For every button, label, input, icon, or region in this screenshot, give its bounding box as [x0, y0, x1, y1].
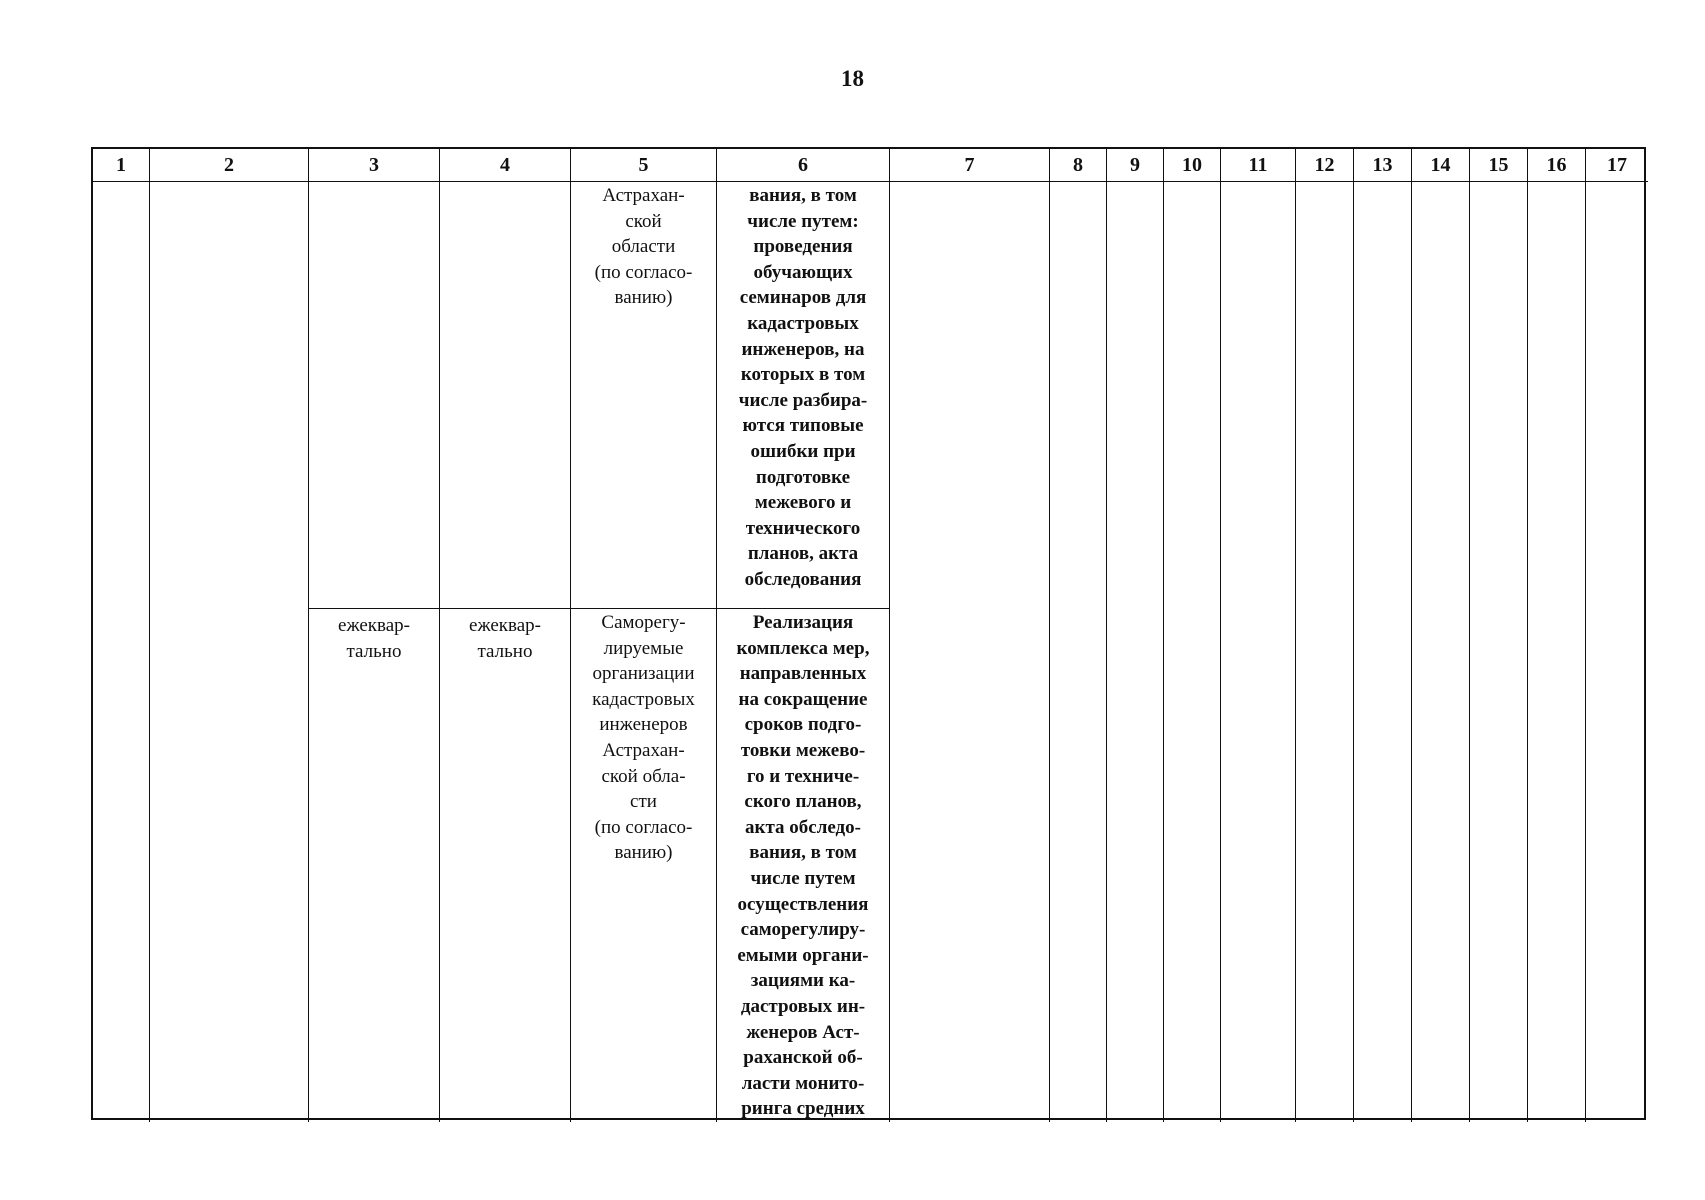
row1-col3-cell	[309, 182, 440, 609]
cell-col-1	[93, 182, 150, 1122]
row1-executor-cell: Астрахан- ской области (по согласо- ванию)	[571, 182, 717, 609]
cell-col-8	[1050, 182, 1107, 1122]
cell-col-14	[1412, 182, 1470, 1122]
cell-col-2	[150, 182, 309, 1122]
cell-col-16	[1528, 182, 1586, 1122]
cell-col-15	[1470, 182, 1528, 1122]
cell-col-13	[1354, 182, 1412, 1122]
plan-table	[91, 147, 1646, 1120]
column-header-15: 15	[1470, 149, 1528, 182]
column-header-11: 11	[1221, 149, 1296, 182]
column-header-7: 7	[890, 149, 1050, 182]
column-header-1: 1	[93, 149, 150, 182]
cell-col-9	[1107, 182, 1164, 1122]
cell-col-11	[1221, 182, 1296, 1122]
column-header-13: 13	[1354, 149, 1412, 182]
row1-col4-cell	[440, 182, 571, 609]
row2-period-cell: ежеквар- тально	[309, 609, 440, 1122]
column-header-6: 6	[717, 149, 890, 182]
row2-executor-cell: Саморегу- лируемые организации кадастровых инженеров Астрахан- ской обла- сти (по согласо- ванию)	[571, 609, 717, 1122]
cell-col-17	[1586, 182, 1648, 1122]
row2-deadline-cell: ежеквар- тально	[440, 609, 571, 1122]
cell-col-12	[1296, 182, 1354, 1122]
column-header-10: 10	[1164, 149, 1221, 182]
column-header-5: 5	[571, 149, 717, 182]
row1-description-cell: вания, в том числе путем: проведения обучающих семинаров для кадастровых инженеров, на которых в том числе разбира- ются типовые ошибки при подготовке межевого и технического планов, акта обследования	[717, 182, 890, 609]
page-number: 18	[841, 66, 864, 91]
column-header-2: 2	[150, 149, 309, 182]
column-header-16: 16	[1528, 149, 1586, 182]
column-header-8: 8	[1050, 149, 1107, 182]
column-header-17: 17	[1586, 149, 1648, 182]
row2-description-cell: Реализация комплекса мер, направленных на сокращение сроков подго- товки межево- го и техниче- ского планов, акта обследо- вания, в том числе путем осуществления саморегулиру- емыми органи- зациями ка- дастровых ин- женеров Аст- раханской об- ласти монито- ринга средних	[717, 609, 890, 1122]
column-header-3: 3	[309, 149, 440, 182]
cell-col-10	[1164, 182, 1221, 1122]
column-header-4: 4	[440, 149, 571, 182]
cell-col-7	[890, 182, 1050, 1122]
column-header-12: 12	[1296, 149, 1354, 182]
column-header-14: 14	[1412, 149, 1470, 182]
column-header-9: 9	[1107, 149, 1164, 182]
